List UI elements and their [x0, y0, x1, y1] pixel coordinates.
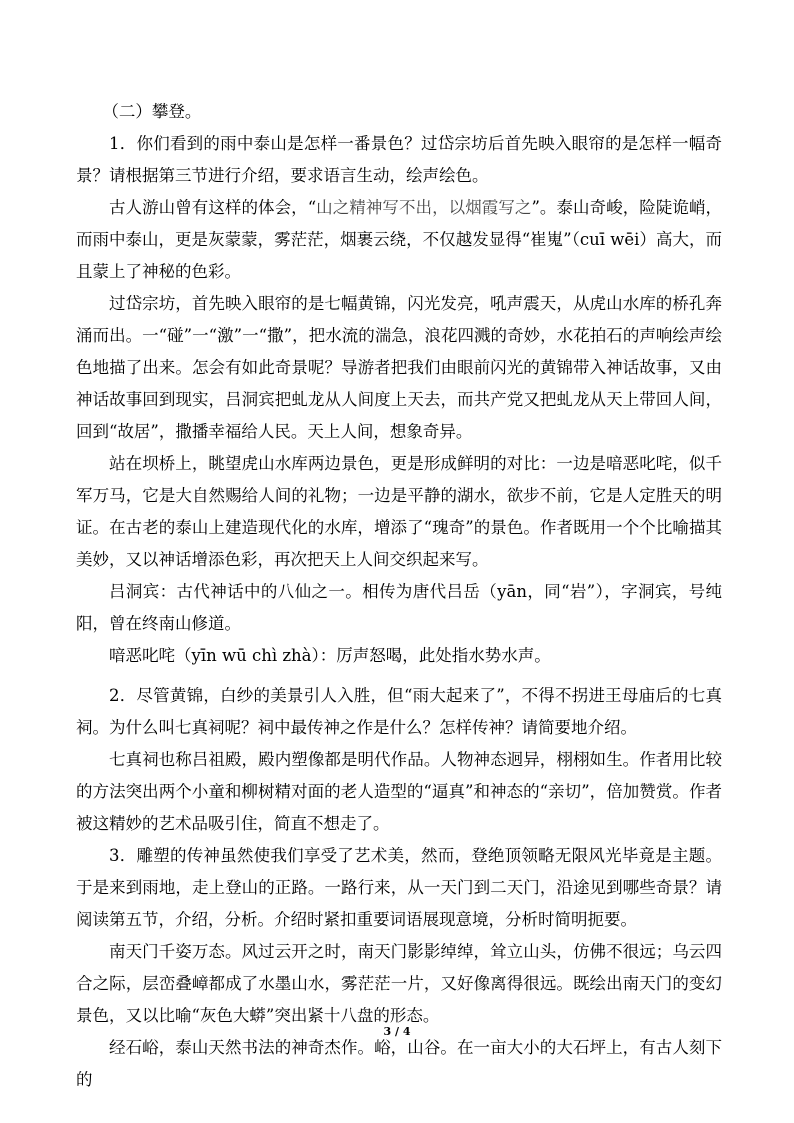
paragraph-6: 经石峪，泰山天然书法的神奇杰作。峪，山谷。在一亩大小的大石坪上，有古人刻下的 [76, 1038, 722, 1089]
paragraph-1-after: ”。泰山奇峻，险陡诡峭，而雨中泰山，更是灰蒙蒙，雾茫茫，烟裹云绕，不仅越发显得“崔嵬”（cuī wēi）高大，而且蒙上了神秘的色彩。 [76, 198, 723, 281]
question-1: 1．你们看到的雨中泰山是怎样一番景色？过岱宗坊后首先映入眼帘的是怎样一幅奇景？请根据第三节进行介绍，要求语言生动，绘声绘色。 [76, 134, 722, 185]
ancient-quote: 山之精神写不出，以烟霞写之 [316, 198, 532, 217]
paragraph-1-before: 古人游山曾有这样的体会，“ [109, 198, 317, 217]
note-yinwu-chizha: 喑恶叱咤（yīn wū chì zhà）：厉声怒喝，此处指水势水声。 [109, 646, 551, 665]
note-lv-dongbin: 吕洞宾：古代神话中的八仙之一。相传为唐代吕岳（yān，同“岩”），字洞宾，号纯阳，曾在终南山修道。 [76, 582, 722, 633]
paragraph-1 [76, 192, 722, 288]
page-number: 3 / 4 [383, 1025, 411, 1038]
question-3: 3．雕塑的传神虽然使我们享受了艺术美，然而，登绝顶领略无限风光毕竟是主题。于是来到雨地，走上登山的正路。一路行来，从一天门到二天门，沿途见到哪些奇景？请阅读第五节，介绍，分析。介绍时紧扣重要词语展现意境，分析时简明扼要。 [76, 846, 722, 929]
spacer [76, 672, 722, 680]
paragraph-5: 南天门千姿万态。风过云开之时，南天门影影绰绰，耸立山头，仿佛不很远；乌云四合之际，层峦叠嶂都成了水墨山水，雾茫茫一片，又好像离得很远。既绘出南天门的变幻景色，又以比喻“灰色大蟒”突出紧十八盘的形态。 [76, 942, 722, 1025]
paragraph-2: 过岱宗坊，首先映入眼帘的是七幅黄锦，闪光发亮，吼声震天，从虎山水库的桥孔奔涌而出。一“碰”一“激”一“撒”，把水流的湍急，浪花四溅的奇妙，水花拍石的声响绘声绘色地描了出来。怎会有如此奇景呢？导游者把我们由眼前闪光的黄锦带入神话故事，又由神话故事回到现实，吕洞宾把虬龙从人间度上天去，而共产党又把虬龙从天上带回人间，回到“故居”，撒播幸福给人民。天上人间，想象奇异。 [76, 294, 722, 441]
paragraph-4: 七真祠也称吕祖殿，殿内塑像都是明代作品。人物神态迥异，栩栩如生。作者用比较的方法突出两个小童和柳树精对面的老人造型的“逼真”和神态的“亲切”，倍加赞赏。作者被这精妙的艺术品吸引住，简直不想走了。 [76, 750, 722, 833]
question-2: 2．尽管黄锦，白纱的美景引人入胜，但“雨大起来了”，不得不拐进王母庙后的七真祠。为什么叫七真祠呢？祠中最传神之作是什么？怎样传神？请简要地介绍。 [76, 686, 722, 737]
paragraph-3: 站在坝桥上，眺望虎山水库两边景色，更是形成鲜明的对比：一边是喑恶叱咤，似千军万马，它是大自然赐给人间的礼物；一边是平静的湖水，欲步不前，它是人定胜天的明证。在古老的泰山上建造现代化的水库，增添了“瑰奇”的景色。作者既用一个个比喻描其美妙，又以神话增添色彩，再次把天上人间交织起来写。 [76, 454, 722, 569]
document-body [76, 96, 722, 1096]
section-heading: （二）攀登。 [102, 102, 202, 121]
